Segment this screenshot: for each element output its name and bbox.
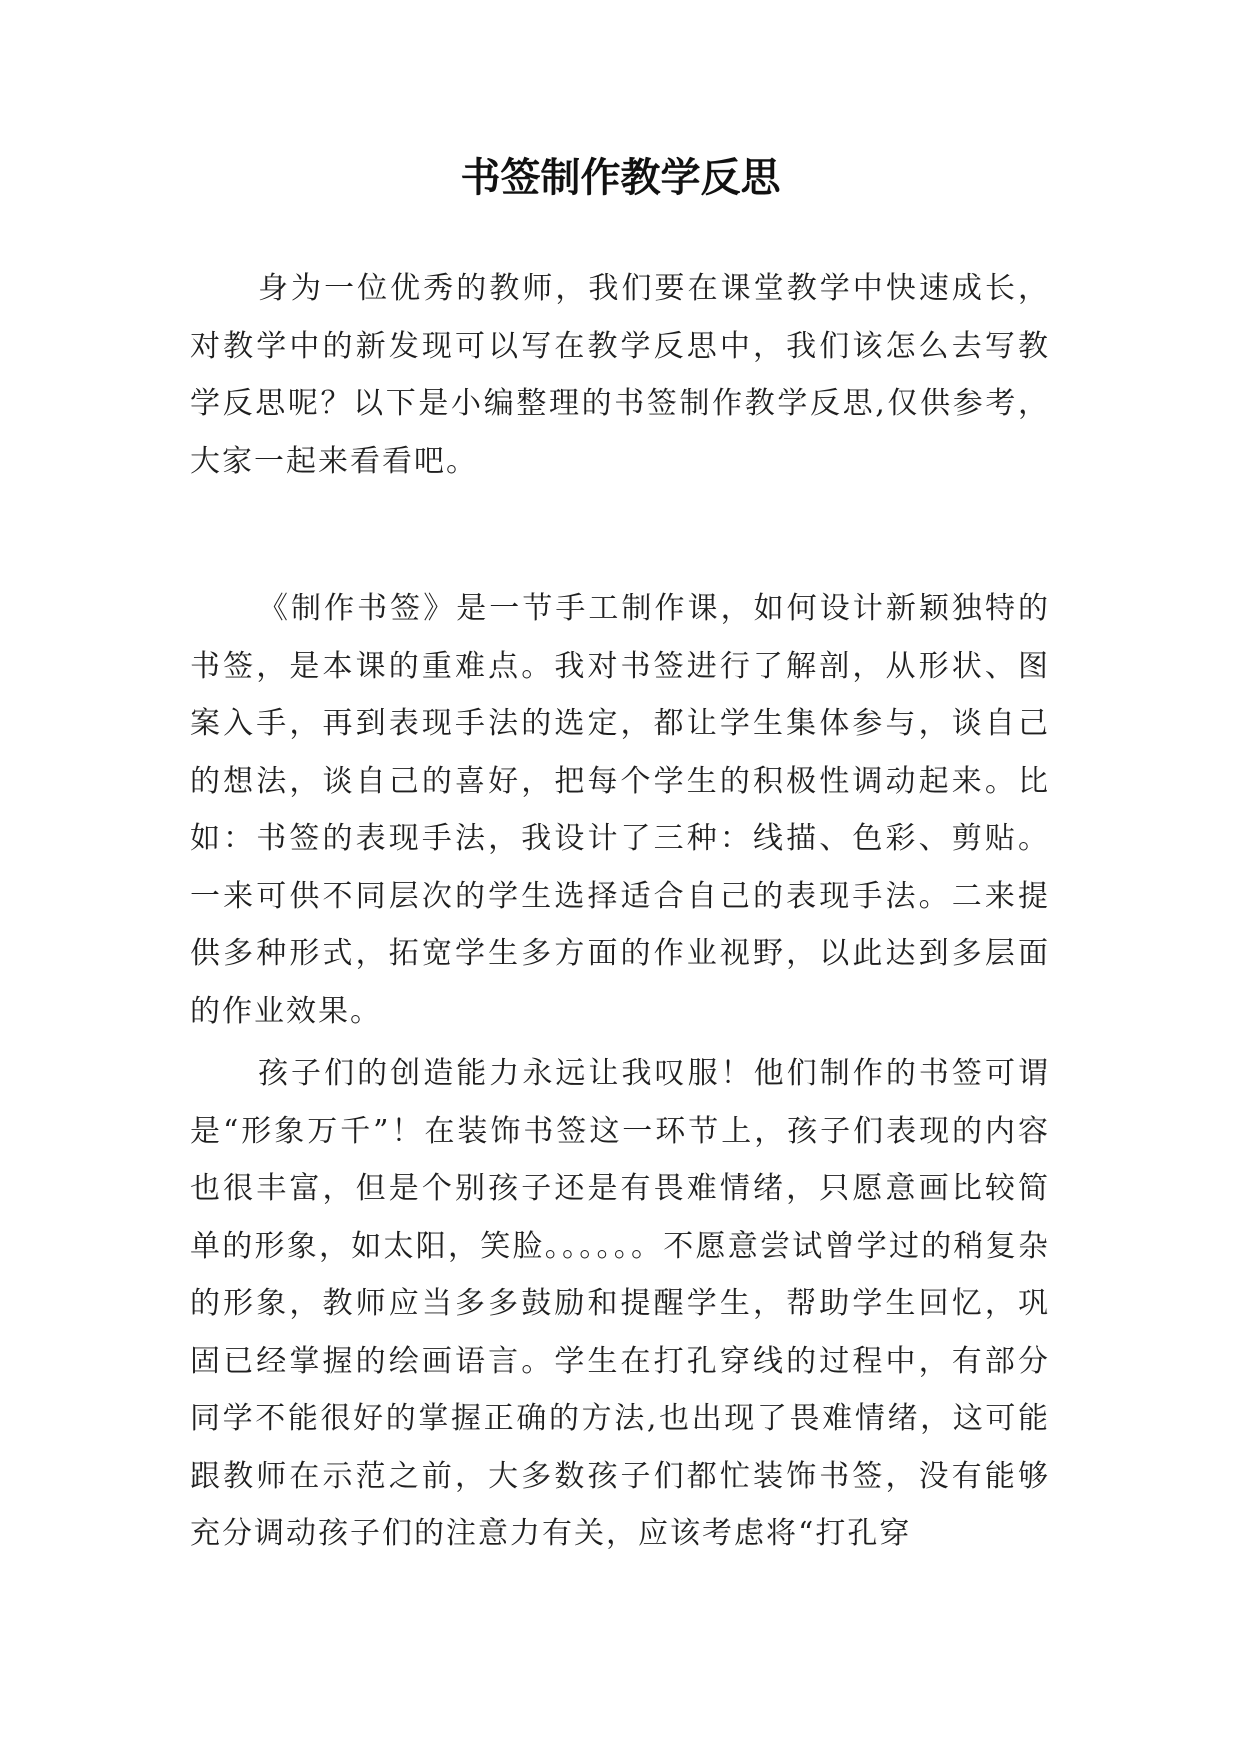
- paragraph-3: 孩子们的创造能力永远让我叹服！他们制作的书签可谓是“形象万千”！在装饰书签这一环节上，孩子们表现的内容也很丰富，但是个别孩子还是有畏难情绪，只愿意画比较简单的形象，如太阳，笑脸。。。。。。不愿意尝试曾学过的稍复杂的形象，教师应当多多鼓励和提醒学生，帮助学生回忆，巩固已经掌握的绘画语言。学生在打孔穿线的过程中，有部分同学不能很好的掌握正确的方法,也出现了畏难情绪，这可能跟教师在示范之前，大多数孩子们都忙装饰书签，没有能够充分调动孩子们的注意力有关，应该考虑将“打孔穿: [190, 1056, 1050, 1551]
- body-paragraph-block-2: [190, 1045, 1050, 1563]
- paragraph-2: 《制作书签》是一节手工制作课，如何设计新颖独特的书签，是本课的重难点。我对书签进行了解剖，从形状、图案入手，再到表现手法的选定，都让学生集体参与，谈自己的想法，谈自己的喜好，把每个学生的积极性调动起来。比如：书签的表现手法，我设计了三种：线描、色彩、剪贴。一来可供不同层次的学生选择适合自己的表现手法。二来提供多种形式，拓宽学生多方面的作业视野，以此达到多层面的作业效果。: [190, 591, 1050, 1029]
- body-paragraph-block: [190, 580, 1050, 1040]
- intro-paragraph: [190, 260, 1050, 490]
- paragraph-1: 身为一位优秀的教师，我们要在课堂教学中快速成长，对教学中的新发现可以写在教学反思中，我们该怎么去写教学反思呢？以下是小编整理的书签制作教学反思,仅供参考，大家一起来看看吧。: [190, 271, 1050, 479]
- document-title: 书签制作教学反思: [460, 155, 781, 201]
